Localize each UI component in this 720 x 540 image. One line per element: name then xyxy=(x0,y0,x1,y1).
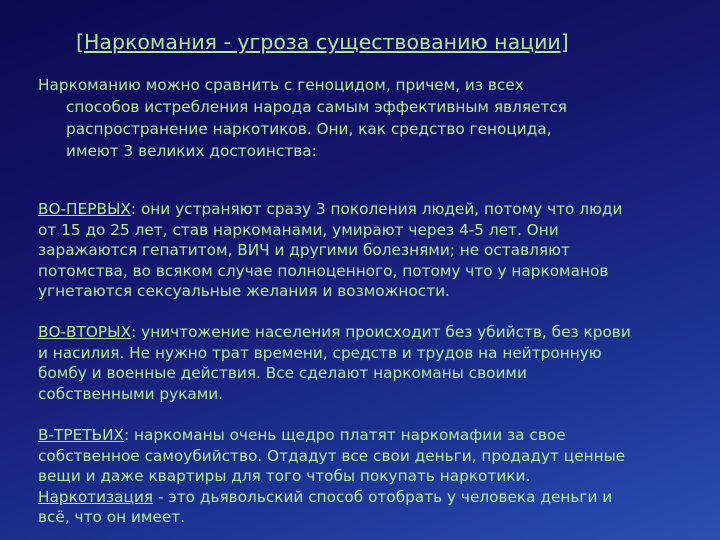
paragraph-line xyxy=(38,199,702,220)
first-point-heading: ВО-ПЕРВЫХ xyxy=(38,200,131,218)
intro-paragraph xyxy=(38,74,698,162)
slide-title: [Наркомания - угроза существованию нации] xyxy=(76,30,569,54)
first-point-paragraph xyxy=(38,199,702,302)
paragraph-line: бомбу и военные действия. Все сделают наркоманы своими xyxy=(38,364,527,383)
third-point-paragraph xyxy=(38,425,702,528)
paragraph-line: угнетаются сексуальные желания и возможности. xyxy=(38,282,450,301)
paragraph-line: вещи и даже квартиры для того чтобы покупать наркотики. xyxy=(38,467,531,486)
third-point-text: : наркоманы очень щедро платят наркомафии за свое xyxy=(124,426,566,444)
paragraph-line: от 15 до 25 лет, став наркоманами, умирают через 4-5 лет. Они xyxy=(38,220,559,239)
narcotization-definition: - это дьявольский способ отобрать у человека деньги и xyxy=(153,487,613,506)
third-point-heading: В-ТРЕТЬИХ xyxy=(38,426,125,444)
second-point-text: : уничтожение населения происходит без убийств, без крови xyxy=(131,323,631,341)
second-point-paragraph xyxy=(38,322,702,404)
second-point-heading: ВО-ВТОРЫХ xyxy=(38,323,132,341)
paragraph-line xyxy=(38,425,702,446)
narcotization-term: Наркотизация xyxy=(38,487,154,506)
paragraph-line: и насилия. Не нужно трат времени, средств и трудов на нейтронную xyxy=(38,343,602,362)
first-point-text: : они устраняют сразу 3 поколения людей, потому что люди xyxy=(130,200,623,218)
intro-line: имеют 3 великих достоинства: xyxy=(66,142,317,160)
paragraph-line: собственными руками. xyxy=(38,384,224,403)
intro-line: способов истребления народа самым эффективным является xyxy=(66,98,567,116)
paragraph-line xyxy=(38,487,702,508)
paragraph-line: собственное самоубийство. Отдадут все свои деньги, продадут ценные xyxy=(38,446,626,465)
intro-line: Наркоманию можно сравнить с геноцидом, причем, из всех xyxy=(38,76,524,94)
paragraph-line: заражаются гепатитом, ВИЧ и другими болезнями; не оставляют xyxy=(38,241,570,260)
paragraph-line: потомства, во всяком случае полноценного, потому что у наркоманов xyxy=(38,261,609,280)
paragraph-line xyxy=(38,322,702,343)
intro-line: распространение наркотиков. Они, как средство геноцида, xyxy=(66,120,552,138)
paragraph-line: всё, что он имеет. xyxy=(38,508,186,527)
